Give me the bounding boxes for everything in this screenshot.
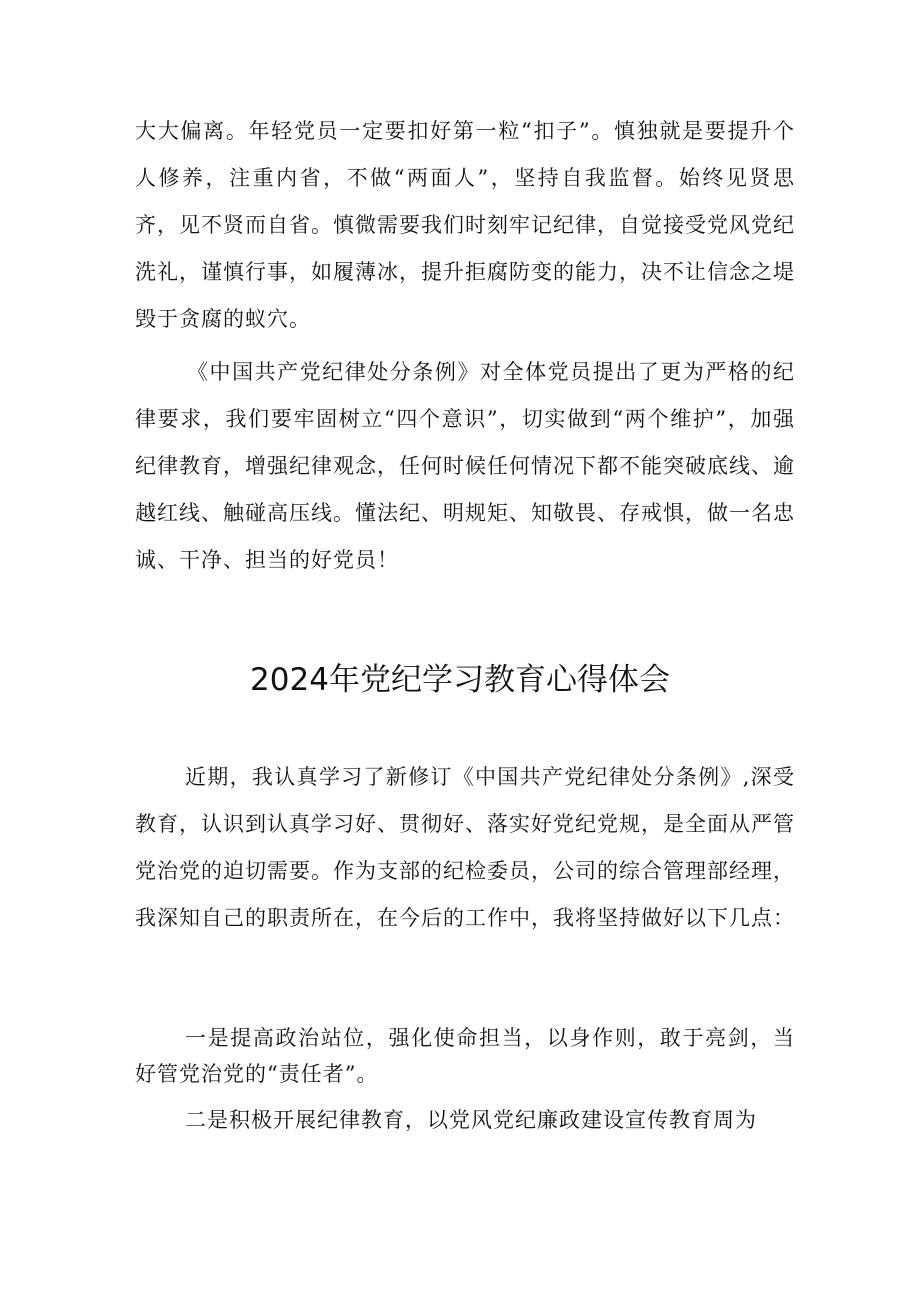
body-paragraph-3: 近期，我认真学习了新修订《中国共产党纪律处分条例》,深受教育，认识到认真学习好、贯彻好、落实好党纪党规，是全面从严管党治党的迫切需要。作为支部的纪检委员，公司的综合管理部经理，我深知自己的职责所在，在今后的工作中，我将坚持做好以下几点：	[135, 765, 795, 930]
body-paragraph-1: 大大偏离。年轻党员一定要扣好第一粒“扣子”。慎独就是要提升个人修养，注重内省，不做“两面人”，坚持自我监督。始终见贤思齐，见不贤而自省。慎微需要我们时刻牢记纪律，自觉接受党风党纪洗礼，谨慎行事，如履薄冰，提升拒腐防变的能力，决不让信念之堤毁于贪腐的蚁穴。	[135, 119, 795, 331]
section-title: 2024年党纪学习教育心得体会	[250, 662, 670, 698]
body-paragraph-5: 二是积极开展纪律教育，以党风党纪廉政建设宣传教育周为	[185, 1108, 757, 1132]
body-paragraph-4: 一是提高政治站位，强化使命担当，以身作则，敢于亮剑，当好管党治党的“责任者”。	[135, 1026, 795, 1086]
body-paragraph-2: 《中国共产党纪律处分条例》对全体党员提出了更为严格的纪律要求，我们要牢固树立“四个意识”，切实做到“两个维护”，加强纪律教育，增强纪律观念，任何时候任何情况下都不能突破底线、逾越红线、触碰高压线。懂法纪、明规矩、知敬畏、存戒惧，做一名忠诚、干净、担当的好党员！	[135, 360, 795, 572]
